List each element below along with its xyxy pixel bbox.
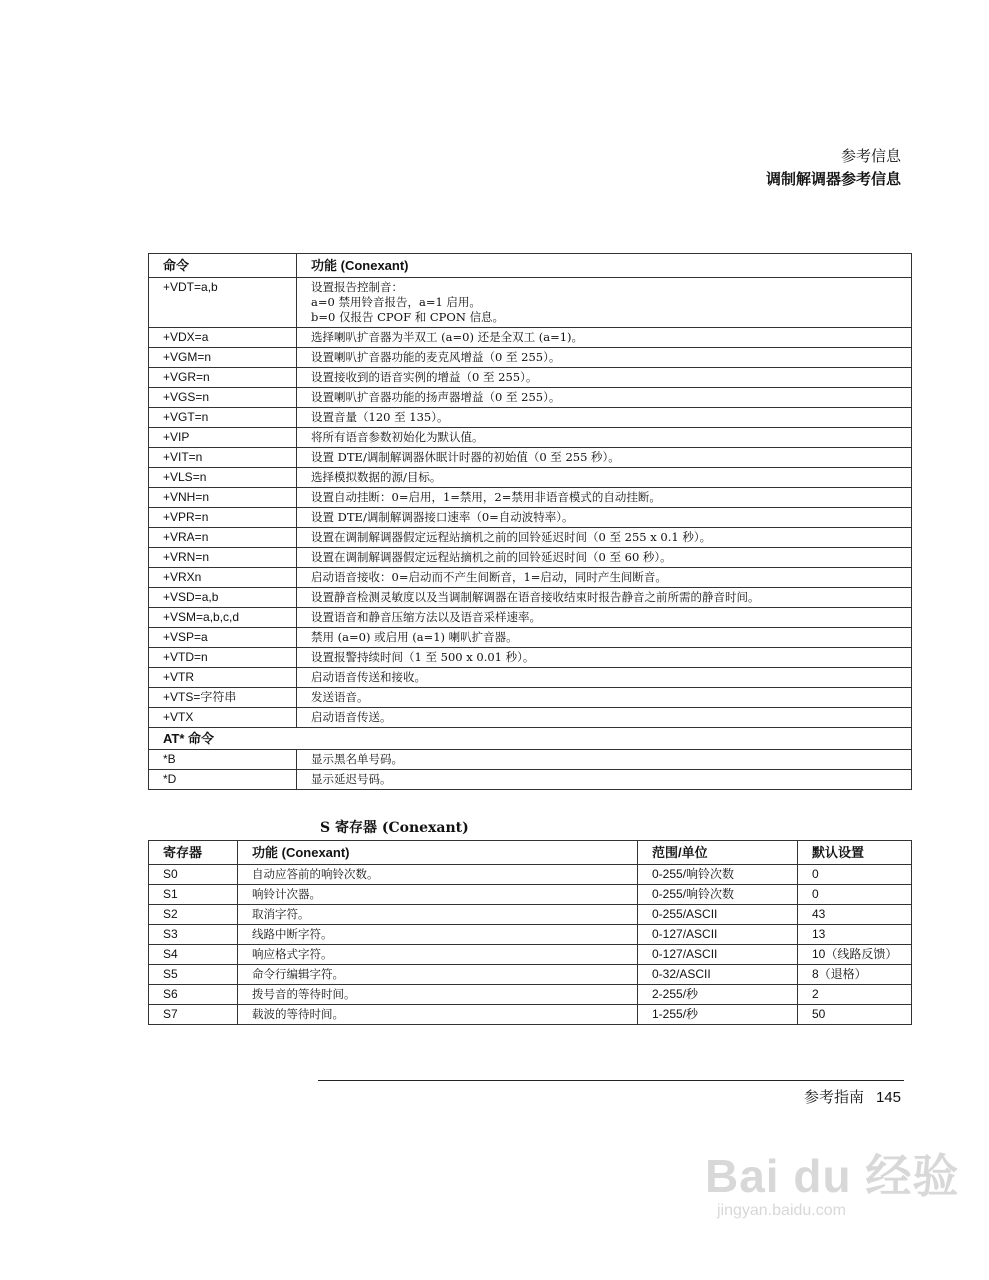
command-cell: +VIT=n <box>149 448 297 468</box>
table-row <box>149 648 912 668</box>
function-cell: 设置在调制解调器假定远程站摘机之前的回铃延迟时间（0 至 255 x 0.1 秒）。 <box>297 528 912 548</box>
col-header-command: 命令 <box>149 254 297 278</box>
command-cell: +VTX <box>149 708 297 728</box>
function-cell: 设置报告控制音： a=0 禁用铃音报告，a=1 启用。 b=0 仅报告 CPOF 和 CPON 信息。 <box>297 278 912 328</box>
command-table-body <box>149 278 912 790</box>
table-row <box>149 508 912 528</box>
range-cell: 1-255/秒 <box>638 1005 798 1025</box>
register-cell: S5 <box>149 965 238 985</box>
table-row <box>149 388 912 408</box>
table-row <box>149 945 912 965</box>
table-row <box>149 865 912 885</box>
function-cell: 发送语音。 <box>297 688 912 708</box>
register-cell: S1 <box>149 885 238 905</box>
function-cell: 设置自动挂断：0=启用，1=禁用，2=禁用非语音模式的自动挂断。 <box>297 488 912 508</box>
command-cell: +VIP <box>149 428 297 448</box>
function-cell: 拨号音的等待时间。 <box>238 985 638 1005</box>
table-row <box>149 668 912 688</box>
range-cell: 0-255/响铃次数 <box>638 865 798 885</box>
function-cell: 选择喇叭扩音器为半双工 (a=0) 还是全双工 (a=1)。 <box>297 328 912 348</box>
table-row <box>149 1005 912 1025</box>
function-cell: 设置接收到的语音实例的增益（0 至 255）。 <box>297 368 912 388</box>
function-cell: 自动应答前的响铃次数。 <box>238 865 638 885</box>
watermark <box>705 1140 959 1220</box>
table-row <box>149 468 912 488</box>
s-register-title: S 寄存器 (Conexant) <box>320 820 469 836</box>
table-row <box>149 925 912 945</box>
command-cell: +VTR <box>149 668 297 688</box>
col-header-function: 功能 (Conexant) <box>238 841 638 865</box>
command-cell: +VLS=n <box>149 468 297 488</box>
register-cell: S2 <box>149 905 238 925</box>
table-row <box>149 568 912 588</box>
register-cell: S6 <box>149 985 238 1005</box>
command-cell: +VRN=n <box>149 548 297 568</box>
col-header-default: 默认设置 <box>798 841 912 865</box>
range-cell: 0-127/ASCII <box>638 925 798 945</box>
register-cell: S3 <box>149 925 238 945</box>
table-row <box>149 628 912 648</box>
table-row <box>149 965 912 985</box>
default-cell: 50 <box>798 1005 912 1025</box>
table-row <box>149 328 912 348</box>
header-subtitle: 参考信息 <box>840 147 901 165</box>
s-register-table <box>148 840 912 1025</box>
table-row <box>149 688 912 708</box>
command-cell: +VGS=n <box>149 388 297 408</box>
default-cell: 2 <box>798 985 912 1005</box>
function-cell: 设置 DTE/调制解调器休眠计时器的初始值（0 至 255 秒）。 <box>297 448 912 468</box>
function-cell: 设置喇叭扩音器功能的麦克风增益（0 至 255）。 <box>297 348 912 368</box>
watermark-url: jingyan.baidu.com <box>717 1202 846 1219</box>
function-cell: 禁用 (a=0) 或启用 (a=1) 喇叭扩音器。 <box>297 628 912 648</box>
range-cell: 0-32/ASCII <box>638 965 798 985</box>
default-cell: 8（退格） <box>798 965 912 985</box>
section-label: AT* 命令 <box>149 728 912 750</box>
command-cell: +VPR=n <box>149 508 297 528</box>
range-cell: 2-255/秒 <box>638 985 798 1005</box>
s-register-header <box>149 841 912 865</box>
command-cell: *D <box>149 770 297 790</box>
command-table-header <box>149 254 912 278</box>
range-cell: 0-255/ASCII <box>638 905 798 925</box>
default-cell: 0 <box>798 885 912 905</box>
footer-divider <box>318 1080 904 1081</box>
register-cell: S0 <box>149 865 238 885</box>
table-row <box>149 548 912 568</box>
function-cell: 显示延迟号码。 <box>297 770 912 790</box>
s-register-body <box>149 865 912 1025</box>
function-cell: 选择模拟数据的源/目标。 <box>297 468 912 488</box>
table-row <box>149 588 912 608</box>
command-cell: +VGM=n <box>149 348 297 368</box>
command-cell: +VDX=a <box>149 328 297 348</box>
function-cell: 命令行编辑字符。 <box>238 965 638 985</box>
function-cell: 显示黑名单号码。 <box>297 750 912 770</box>
command-cell: +VDT=a,b <box>149 278 297 328</box>
command-cell: +VSP=a <box>149 628 297 648</box>
command-cell: +VSD=a,b <box>149 588 297 608</box>
command-table <box>148 253 912 790</box>
table-row <box>149 348 912 368</box>
command-cell: +VRA=n <box>149 528 297 548</box>
table-row <box>149 905 912 925</box>
default-cell: 13 <box>798 925 912 945</box>
function-cell: 设置 DTE/调制解调器接口速率（0=自动波特率）。 <box>297 508 912 528</box>
table-row <box>149 708 912 728</box>
table-row <box>149 885 912 905</box>
command-cell: +VTD=n <box>149 648 297 668</box>
function-cell: 线路中断字符。 <box>238 925 638 945</box>
table-row <box>149 408 912 428</box>
table-row <box>149 448 912 468</box>
register-cell: S4 <box>149 945 238 965</box>
col-header-function: 功能 (Conexant) <box>297 254 912 278</box>
table-row <box>149 528 912 548</box>
function-cell: 启动语音接收：0=启动而不产生间断音，1=启动，同时产生间断音。 <box>297 568 912 588</box>
function-cell: 启动语音传送。 <box>297 708 912 728</box>
default-cell: 0 <box>798 865 912 885</box>
footer-label: 参考指南 <box>803 1088 864 1106</box>
col-header-register: 寄存器 <box>149 841 238 865</box>
table-row <box>149 985 912 1005</box>
function-cell: 响铃计次器。 <box>238 885 638 905</box>
command-cell: +VSM=a,b,c,d <box>149 608 297 628</box>
function-cell: 将所有语音参数初始化为默认值。 <box>297 428 912 448</box>
function-cell: 响应格式字符。 <box>238 945 638 965</box>
function-cell: 设置喇叭扩音器功能的扬声器增益（0 至 255）。 <box>297 388 912 408</box>
table-row <box>149 368 912 388</box>
command-cell: +VRXn <box>149 568 297 588</box>
function-cell: 设置报警持续时间（1 至 500 x 0.01 秒）。 <box>297 648 912 668</box>
page-number: 145 <box>875 1089 901 1106</box>
command-cell: +VGT=n <box>149 408 297 428</box>
register-cell: S7 <box>149 1005 238 1025</box>
table-row <box>149 428 912 448</box>
function-cell: 设置在调制解调器假定远程站摘机之前的回铃延迟时间（0 至 60 秒）。 <box>297 548 912 568</box>
command-cell: *B <box>149 750 297 770</box>
table-row <box>149 750 912 770</box>
header-title: 调制解调器参考信息 <box>765 171 901 188</box>
function-cell: 取消字符。 <box>238 905 638 925</box>
function-cell: 设置静音检测灵敏度以及当调制解调器在语音接收结束时报告静音之前所需的静音时间。 <box>297 588 912 608</box>
command-cell: +VTS=字符串 <box>149 688 297 708</box>
function-cell: 设置音量（120 至 135）。 <box>297 408 912 428</box>
col-header-range: 范围/单位 <box>638 841 798 865</box>
default-cell: 10（线路反馈） <box>798 945 912 965</box>
default-cell: 43 <box>798 905 912 925</box>
range-cell: 0-255/响铃次数 <box>638 885 798 905</box>
function-cell: 设置语音和静音压缩方法以及语音采样速率。 <box>297 608 912 628</box>
table-row <box>149 278 912 328</box>
table-row <box>149 608 912 628</box>
table-row <box>149 488 912 508</box>
watermark-brand: Bai du 经验 <box>705 1150 960 1202</box>
command-cell: +VNH=n <box>149 488 297 508</box>
command-cell: +VGR=n <box>149 368 297 388</box>
section-row <box>149 728 912 750</box>
table-row <box>149 770 912 790</box>
footer <box>804 1086 901 1107</box>
function-cell: 载波的等待时间。 <box>238 1005 638 1025</box>
range-cell: 0-127/ASCII <box>638 945 798 965</box>
function-cell: 启动语音传送和接收。 <box>297 668 912 688</box>
